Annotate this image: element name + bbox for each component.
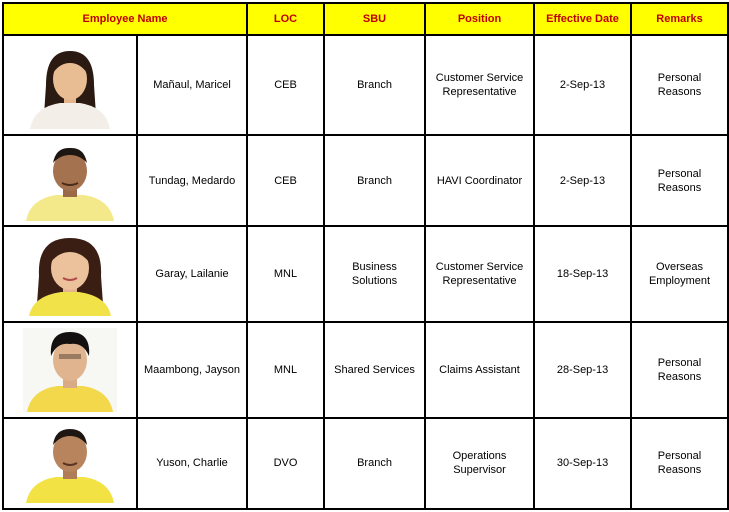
loc-cell: MNL <box>247 322 324 418</box>
header-position: Position <box>425 3 534 35</box>
remarks-cell: Personal Reasons <box>631 35 728 135</box>
sbu-cell: Branch <box>324 418 425 509</box>
photo-cell <box>3 226 137 322</box>
effective-date-cell: 2-Sep-13 <box>534 135 631 226</box>
position-cell: Customer Service Representative <box>425 226 534 322</box>
sbu-cell: Branch <box>324 35 425 135</box>
sbu-cell: Shared Services <box>324 322 425 418</box>
table-row <box>3 418 728 509</box>
table-row <box>3 226 728 322</box>
remarks-cell: Personal Reasons <box>631 135 728 226</box>
loc-cell: CEB <box>247 35 324 135</box>
employee-name: Mañaul, Maricel <box>137 35 247 135</box>
sbu-cell: Branch <box>324 135 425 226</box>
position-cell: Customer Service Representative <box>425 35 534 135</box>
employee-photo-male-icon <box>23 328 117 412</box>
table-header-row <box>3 3 728 35</box>
employee-photo-male-icon <box>18 141 122 221</box>
header-loc: LOC <box>247 3 324 35</box>
employee-photo-female-icon <box>17 232 123 316</box>
employee-photo-male-icon <box>20 423 120 503</box>
employee-name: Yuson, Charlie <box>137 418 247 509</box>
effective-date-cell: 18-Sep-13 <box>534 226 631 322</box>
header-employee-name: Employee Name <box>3 3 247 35</box>
position-cell: Operations Supervisor <box>425 418 534 509</box>
photo-cell <box>3 322 137 418</box>
position-cell: Claims Assistant <box>425 322 534 418</box>
employee-photo-female-icon <box>20 41 120 129</box>
table-row <box>3 35 728 135</box>
table-row <box>3 322 728 418</box>
photo-cell <box>3 418 137 509</box>
employee-name: Maambong, Jayson <box>137 322 247 418</box>
employee-separation-table-container <box>2 2 727 510</box>
effective-date-cell: 28-Sep-13 <box>534 322 631 418</box>
employee-name: Garay, Lailanie <box>137 226 247 322</box>
remarks-cell: Personal Reasons <box>631 418 728 509</box>
header-remarks: Remarks <box>631 3 728 35</box>
header-effective-date: Effective Date <box>534 3 631 35</box>
remarks-cell: Overseas Employment <box>631 226 728 322</box>
position-cell: HAVI Coordinator <box>425 135 534 226</box>
photo-cell <box>3 135 137 226</box>
table-row <box>3 135 728 226</box>
effective-date-cell: 30-Sep-13 <box>534 418 631 509</box>
sbu-cell: Business Solutions <box>324 226 425 322</box>
employee-name: Tundag, Medardo <box>137 135 247 226</box>
header-sbu: SBU <box>324 3 425 35</box>
loc-cell: CEB <box>247 135 324 226</box>
photo-cell <box>3 35 137 135</box>
loc-cell: DVO <box>247 418 324 509</box>
remarks-cell: Personal Reasons <box>631 322 728 418</box>
loc-cell: MNL <box>247 226 324 322</box>
employee-separation-table <box>2 2 729 510</box>
effective-date-cell: 2-Sep-13 <box>534 35 631 135</box>
